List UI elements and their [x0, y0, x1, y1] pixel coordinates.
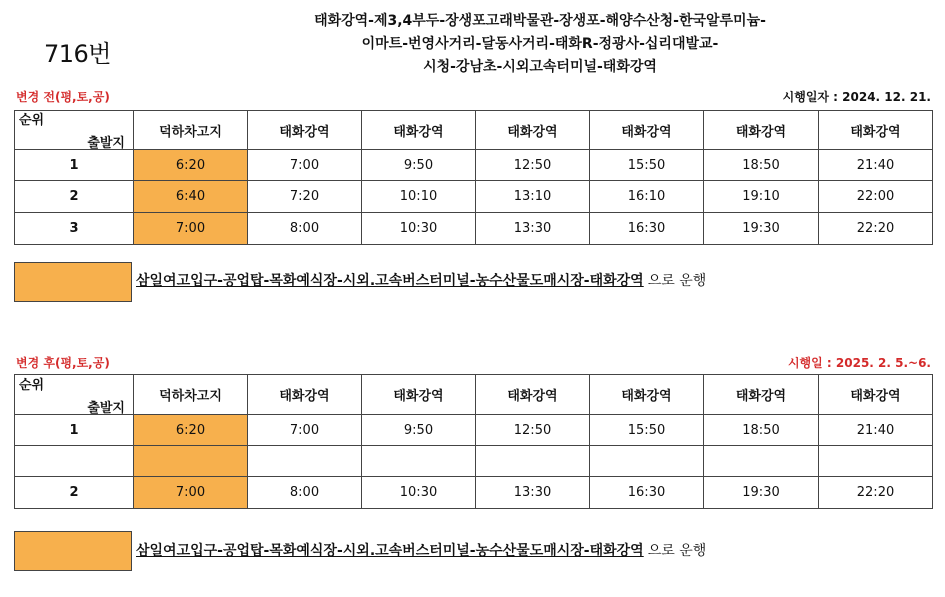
- route-line-1: 태화강역-제3,4부두-장생포고래박물관-장생포-해양수산청-한국알루미늄-: [314, 13, 766, 29]
- time-cell: 7:20: [248, 181, 362, 213]
- route-line-2: 이마트-번영사거리-달동사거리-태화R-정광사-십리대발교-: [361, 36, 719, 52]
- time-cell: 13:10: [476, 181, 590, 213]
- corner-cell: [15, 375, 134, 415]
- row-seq: [15, 446, 134, 477]
- after-legend-swatch: [14, 531, 132, 571]
- route-description: [250, 10, 830, 79]
- column-header: 태화강역: [476, 375, 590, 415]
- route-line-3: 시청-강남초-시외고속터미널-태화강역: [423, 59, 657, 75]
- before-legend-suffix: 으로 운행: [647, 273, 707, 289]
- time-cell: 21:40: [819, 415, 933, 446]
- time-cell: 9:50: [362, 150, 476, 181]
- column-header: 덕하차고지: [134, 111, 248, 150]
- table-row-empty: [15, 446, 933, 477]
- time-cell: 10:30: [362, 477, 476, 509]
- time-cell: 8:00: [248, 477, 362, 509]
- time-cell-highlight: 6:20: [134, 150, 248, 181]
- table-row: [15, 477, 933, 509]
- time-cell: 10:10: [362, 181, 476, 213]
- time-cell: 8:00: [248, 213, 362, 245]
- time-cell: 18:50: [704, 415, 819, 446]
- before-timetable: [14, 110, 933, 245]
- before-legend-text: [136, 270, 706, 290]
- time-cell: 19:30: [704, 477, 819, 509]
- time-cell: 9:50: [362, 415, 476, 446]
- table-row: [15, 213, 933, 245]
- time-cell: 7:00: [248, 415, 362, 446]
- corner-cell: [15, 111, 134, 150]
- time-cell: 16:10: [590, 181, 704, 213]
- column-header: 덕하차고지: [134, 375, 248, 415]
- before-label: 변경 전(평,토,공): [16, 90, 110, 104]
- time-cell: 22:00: [819, 181, 933, 213]
- column-header: 태화강역: [590, 111, 704, 150]
- column-header: 태화강역: [248, 111, 362, 150]
- time-cell: [362, 446, 476, 477]
- header-row: [15, 111, 933, 150]
- before-legend-swatch: [14, 262, 132, 302]
- time-cell-highlight: 7:00: [134, 477, 248, 509]
- column-header: 태화강역: [590, 375, 704, 415]
- time-cell: 21:40: [819, 150, 933, 181]
- time-cell: [476, 446, 590, 477]
- time-cell: 16:30: [590, 213, 704, 245]
- column-header: 태화강역: [362, 111, 476, 150]
- after-effective-date: 시행일 : 2025. 2. 5.~6.: [787, 356, 931, 370]
- column-header: 태화강역: [704, 111, 819, 150]
- row-seq: 2: [15, 181, 134, 213]
- time-cell: [590, 446, 704, 477]
- header-row: [15, 375, 933, 415]
- column-header: 태화강역: [819, 375, 933, 415]
- before-legend-route: 삼일여고입구-공업탑-목화예식장-시외.고속버스터미널-농수산물도매시장-태화강역: [136, 273, 644, 289]
- time-cell: 16:30: [590, 477, 704, 509]
- after-legend-route: 삼일여고입구-공업탑-목화예식장-시외.고속버스터미널-농수산물도매시장-태화강역: [136, 543, 644, 559]
- time-cell: 15:50: [590, 415, 704, 446]
- time-cell: 7:00: [248, 150, 362, 181]
- after-legend-suffix: 으로 운행: [647, 543, 707, 559]
- corner-origin-label: 출발지: [87, 136, 125, 151]
- time-cell-highlight: 6:40: [134, 181, 248, 213]
- after-label: 변경 후(평,토,공): [16, 356, 110, 370]
- corner-order-label: 순위: [19, 377, 45, 393]
- time-cell: 15:50: [590, 150, 704, 181]
- route-number: 716번: [44, 40, 111, 68]
- time-cell: 18:50: [704, 150, 819, 181]
- time-cell: [704, 446, 819, 477]
- time-cell-highlight: [134, 446, 248, 477]
- corner-order-label: 순위: [19, 113, 45, 128]
- column-header: 태화강역: [704, 375, 819, 415]
- row-seq: 1: [15, 415, 134, 446]
- time-cell: 10:30: [362, 213, 476, 245]
- time-cell: 22:20: [819, 213, 933, 245]
- before-effective-date: 시행일자 : 2024. 12. 21.: [782, 90, 931, 104]
- time-cell: 13:30: [476, 477, 590, 509]
- column-header: 태화강역: [248, 375, 362, 415]
- time-cell: 19:10: [704, 181, 819, 213]
- column-header: 태화강역: [362, 375, 476, 415]
- corner-origin-label: 출발지: [87, 400, 125, 416]
- table-row: [15, 181, 933, 213]
- after-legend-text: [136, 540, 706, 560]
- time-cell: 22:20: [819, 477, 933, 509]
- after-timetable: [14, 374, 933, 509]
- table-row: [15, 150, 933, 181]
- time-cell: [248, 446, 362, 477]
- time-cell: 13:30: [476, 213, 590, 245]
- time-cell: 19:30: [704, 213, 819, 245]
- time-cell-highlight: 7:00: [134, 213, 248, 245]
- time-cell: [819, 446, 933, 477]
- row-seq: 2: [15, 477, 134, 509]
- time-cell: 12:50: [476, 150, 590, 181]
- time-cell: 12:50: [476, 415, 590, 446]
- row-seq: 1: [15, 150, 134, 181]
- time-cell-highlight: 6:20: [134, 415, 248, 446]
- table-row: [15, 415, 933, 446]
- column-header: 태화강역: [476, 111, 590, 150]
- column-header: 태화강역: [819, 111, 933, 150]
- row-seq: 3: [15, 213, 134, 245]
